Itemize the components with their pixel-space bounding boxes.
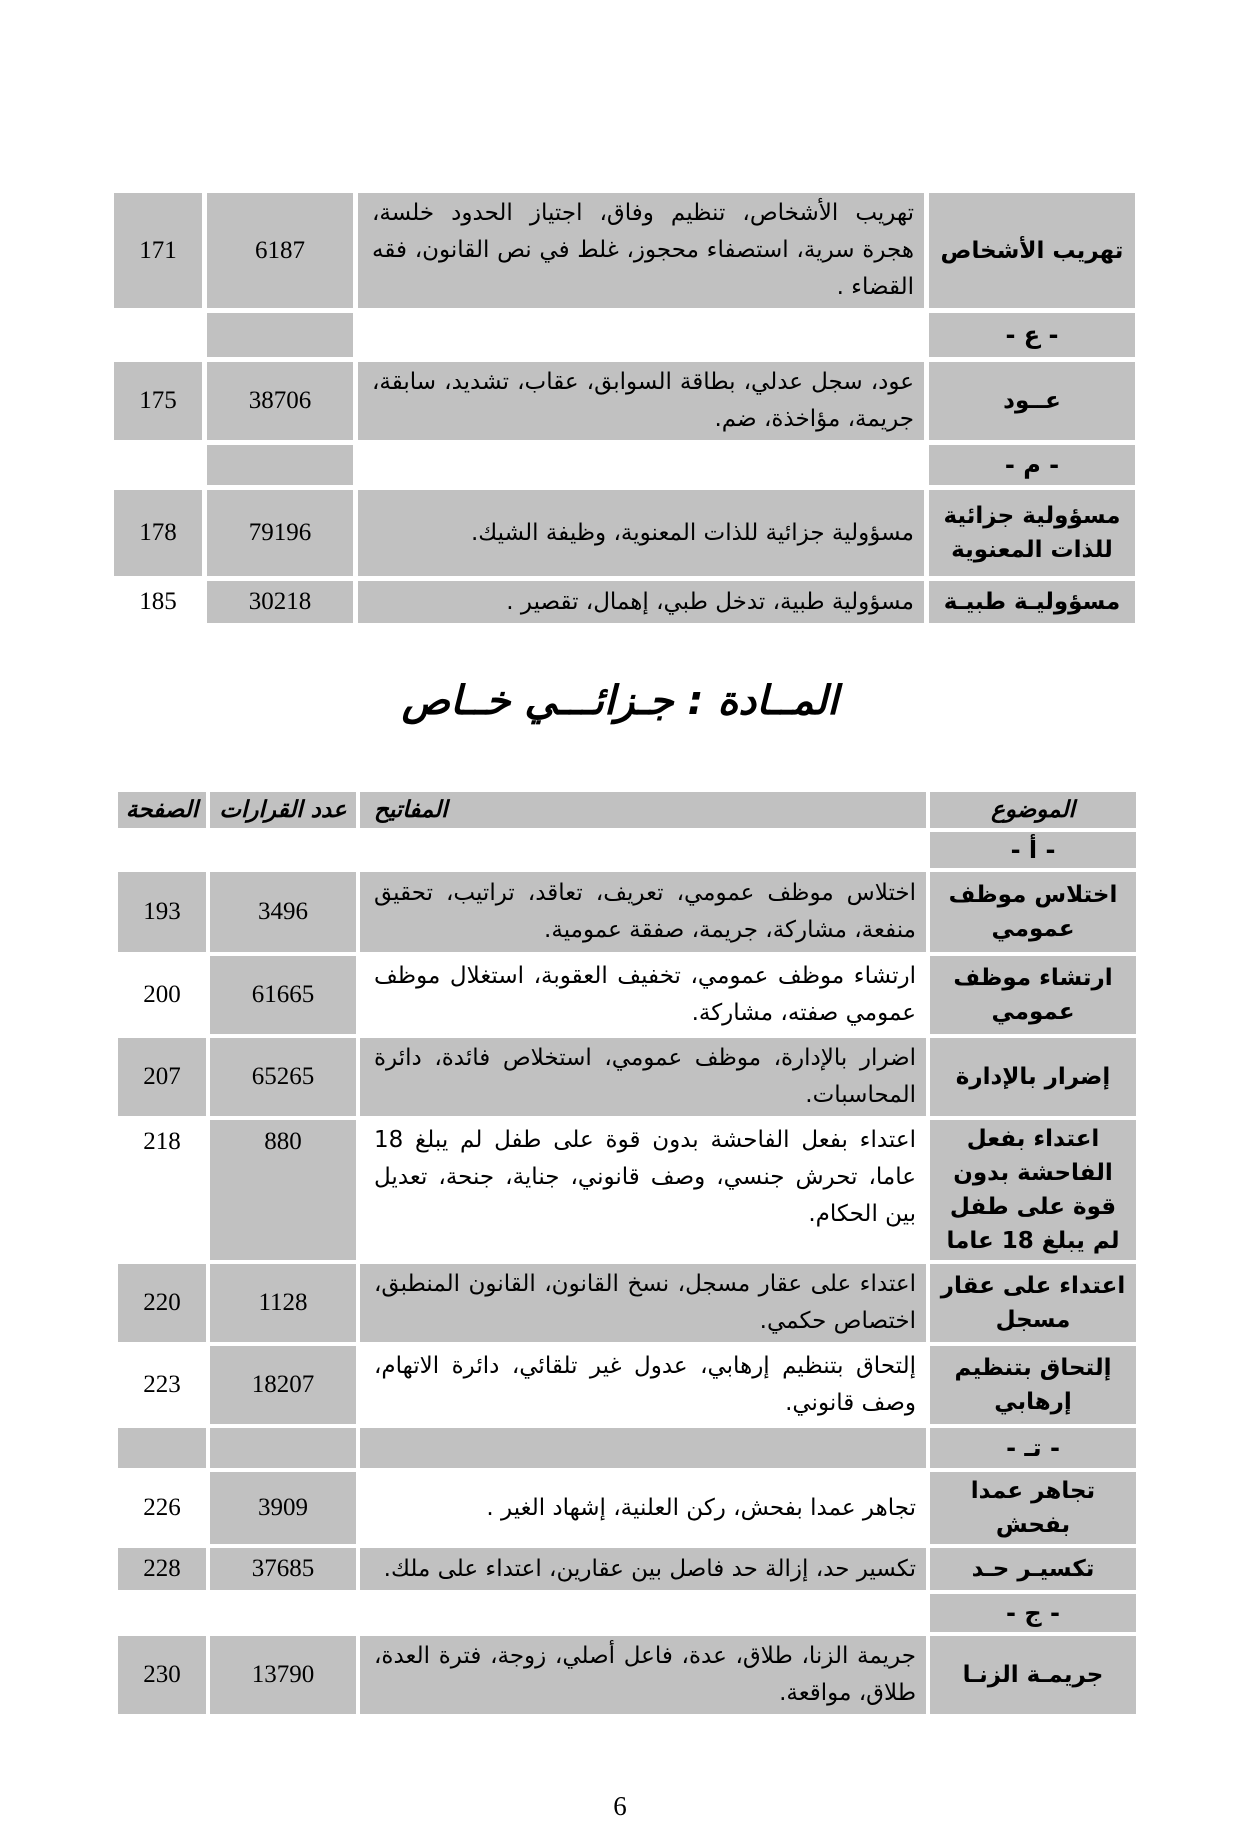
decisions-count-column-header: عدد القرارات <box>210 792 356 828</box>
subject-cell: اعتداء بفعل الفاحشة بدون قوة على طفل لم يبلغ 18 عاما <box>930 1120 1136 1260</box>
table-row <box>114 581 1135 623</box>
decisions-count-cell: 30218 <box>207 581 353 623</box>
table-row <box>114 193 1135 308</box>
keywords-cell: مسؤولية طبية، تدخل طبي، إهمال، تقصير . <box>358 581 924 623</box>
subject-cell: تجاهر عمدا بفحش <box>930 1472 1136 1544</box>
subject-cell: اختلاس موظف عمومي <box>930 872 1136 952</box>
subject-cell: عــود <box>929 362 1135 440</box>
keywords-cell: تكسير حد، إزالة حد فاصل بين عقارين، اعتداء على ملك. <box>360 1548 926 1590</box>
section-letter-row <box>118 832 1136 868</box>
decisions-count-cell: 37685 <box>210 1548 356 1590</box>
table-row <box>118 1038 1136 1116</box>
page-number-cell: 218 <box>143 1128 181 1155</box>
section-letter-row <box>118 1594 1136 1632</box>
decisions-count-cell: 3909 <box>210 1472 356 1544</box>
page-number-cell: 220 <box>118 1264 206 1342</box>
page-number-cell: 223 <box>143 1371 181 1398</box>
decisions-count-cell: 880 <box>210 1120 356 1260</box>
page-column-header: الصفحة <box>118 792 206 828</box>
decisions-count-cell: 61665 <box>210 956 356 1034</box>
page-number-cell: 185 <box>139 588 177 615</box>
subject-cell: مسؤولية جزائية للذات المعنوية <box>929 490 1135 576</box>
decisions-count-cell: 65265 <box>210 1038 356 1116</box>
page-number-cell: 226 <box>143 1494 181 1521</box>
page-number-cell: 207 <box>118 1038 206 1116</box>
section-letter-cell: - أ - <box>930 832 1136 868</box>
keywords-cell: ارتشاء موظف عمومي، تخفيف العقوبة، استغلال موظف عمومي صفته، مشاركة. <box>374 963 916 1026</box>
decisions-count-cell: 38706 <box>207 362 353 440</box>
subject-cell: تهريب الأشخاص <box>929 193 1135 308</box>
table-row <box>114 362 1135 440</box>
decisions-count-cell: 6187 <box>207 193 353 308</box>
table-header-row <box>118 792 1136 828</box>
keywords-cell: اختلاس موظف عمومي، تعريف، تعاقد، تراتيب، تحقيق منفعة، مشاركة، جريمة، صفقة عمومية. <box>360 872 926 952</box>
empty-cell <box>207 445 353 485</box>
section-letter-cell: - ع - <box>929 313 1135 357</box>
page-number-cell: 193 <box>118 872 206 952</box>
table-row <box>118 1472 1136 1544</box>
decisions-count-cell: 79196 <box>207 490 353 576</box>
section-letter-row <box>114 445 1135 485</box>
section-title: المــادة : جـزائـــي خــاص <box>401 678 839 724</box>
empty-cell <box>118 1428 206 1468</box>
table-row <box>118 1346 1136 1424</box>
table-row <box>114 490 1135 576</box>
section-letter-row <box>114 313 1135 357</box>
empty-cell <box>210 1428 356 1468</box>
section-letter-cell: - م - <box>929 445 1135 485</box>
subject-column-header: الموضوع <box>930 792 1136 828</box>
table-row <box>118 1264 1136 1342</box>
keywords-cell: مسؤولية جزائية للذات المعنوية، وظيفة الشيك. <box>358 490 924 576</box>
page-number-cell: 171 <box>114 193 202 308</box>
subject-cell: اعتداء على عقار مسجل <box>930 1264 1136 1342</box>
page-number-cell: 178 <box>114 490 202 576</box>
decisions-count-cell: 13790 <box>210 1636 356 1714</box>
section-letter-cell: - ج - <box>930 1594 1136 1632</box>
table-row <box>118 1120 1136 1260</box>
subject-cell: مسؤوليـة طبيـة <box>929 581 1135 623</box>
subject-cell: ارتشاء موظف عمومي <box>930 956 1136 1034</box>
empty-cell <box>358 445 924 485</box>
decisions-count-cell: 18207 <box>210 1346 356 1424</box>
empty-cell <box>360 1428 926 1468</box>
keywords-cell: عود، سجل عدلي، بطاقة السوابق، عقاب، تشديد، سابقة، جريمة، مؤاخذة، ضم. <box>358 362 924 440</box>
keywords-cell: اعتداء على عقار مسجل، نسخ القانون، القانون المنطبق، اختصاص حكمي. <box>360 1264 926 1342</box>
keywords-cell: تهريب الأشخاص، تنظيم وفاق، اجتياز الحدود خلسة، هجرة سرية، استصفاء محجوز، غلط في نص القانون، فقه القضاء . <box>358 193 924 308</box>
subject-cell: إلتحاق بتنظيم إرهابي <box>930 1346 1136 1424</box>
keywords-cell: إلتحاق بتنظيم إرهابي، عدول غير تلقائي، دائرة الاتهام، وصف قانوني. <box>374 1353 916 1416</box>
page-number-cell: 230 <box>118 1636 206 1714</box>
keywords-cell: اعتداء بفعل الفاحشة بدون قوة على طفل لم يبلغ 18 عاما، تحرش جنسي، وصف قانوني، جناية، جنحة، تعديل بين الحكام. <box>374 1127 916 1227</box>
table-row <box>118 872 1136 952</box>
table-row <box>118 1636 1136 1714</box>
empty-cell <box>210 1594 356 1632</box>
page-number-cell: 200 <box>143 981 181 1008</box>
page-number-footer: 6 <box>613 1791 627 1821</box>
keywords-cell: جريمة الزنا، طلاق، عدة، فاعل أصلي، زوجة، فترة العدة، طلاق، مواقعة. <box>360 1636 926 1714</box>
keywords-cell: تجاهر عمدا بفحش، ركن العلنية، إشهاد الغير . <box>486 1494 916 1521</box>
keywords-column-header: المفاتيح <box>360 792 926 828</box>
subject-cell: جريمـة الزنـا <box>930 1636 1136 1714</box>
empty-cell <box>207 313 353 357</box>
table-row <box>118 956 1136 1034</box>
empty-cell <box>360 1594 926 1632</box>
decisions-count-cell: 3496 <box>210 872 356 952</box>
empty-cell <box>358 313 924 357</box>
section-letter-row <box>118 1428 1136 1468</box>
page-number-cell: 175 <box>114 362 202 440</box>
empty-cell <box>360 832 926 868</box>
subject-cell: إضرار بالإدارة <box>930 1038 1136 1116</box>
table-row <box>118 1548 1136 1590</box>
empty-cell <box>118 832 206 868</box>
index-table-main <box>114 788 1140 1718</box>
section-letter-cell: - تـ - <box>930 1428 1136 1468</box>
empty-cell <box>118 1594 206 1632</box>
index-table-top <box>109 188 1140 628</box>
empty-cell <box>210 832 356 868</box>
decisions-count-cell: 1128 <box>210 1264 356 1342</box>
subject-cell: تكسيـر حـد <box>930 1548 1136 1590</box>
empty-cell <box>114 445 202 485</box>
page-number-cell: 228 <box>118 1548 206 1590</box>
empty-cell <box>114 313 202 357</box>
keywords-cell: اضرار بالإدارة، موظف عمومي، استخلاص فائدة، دائرة المحاسبات. <box>360 1038 926 1116</box>
